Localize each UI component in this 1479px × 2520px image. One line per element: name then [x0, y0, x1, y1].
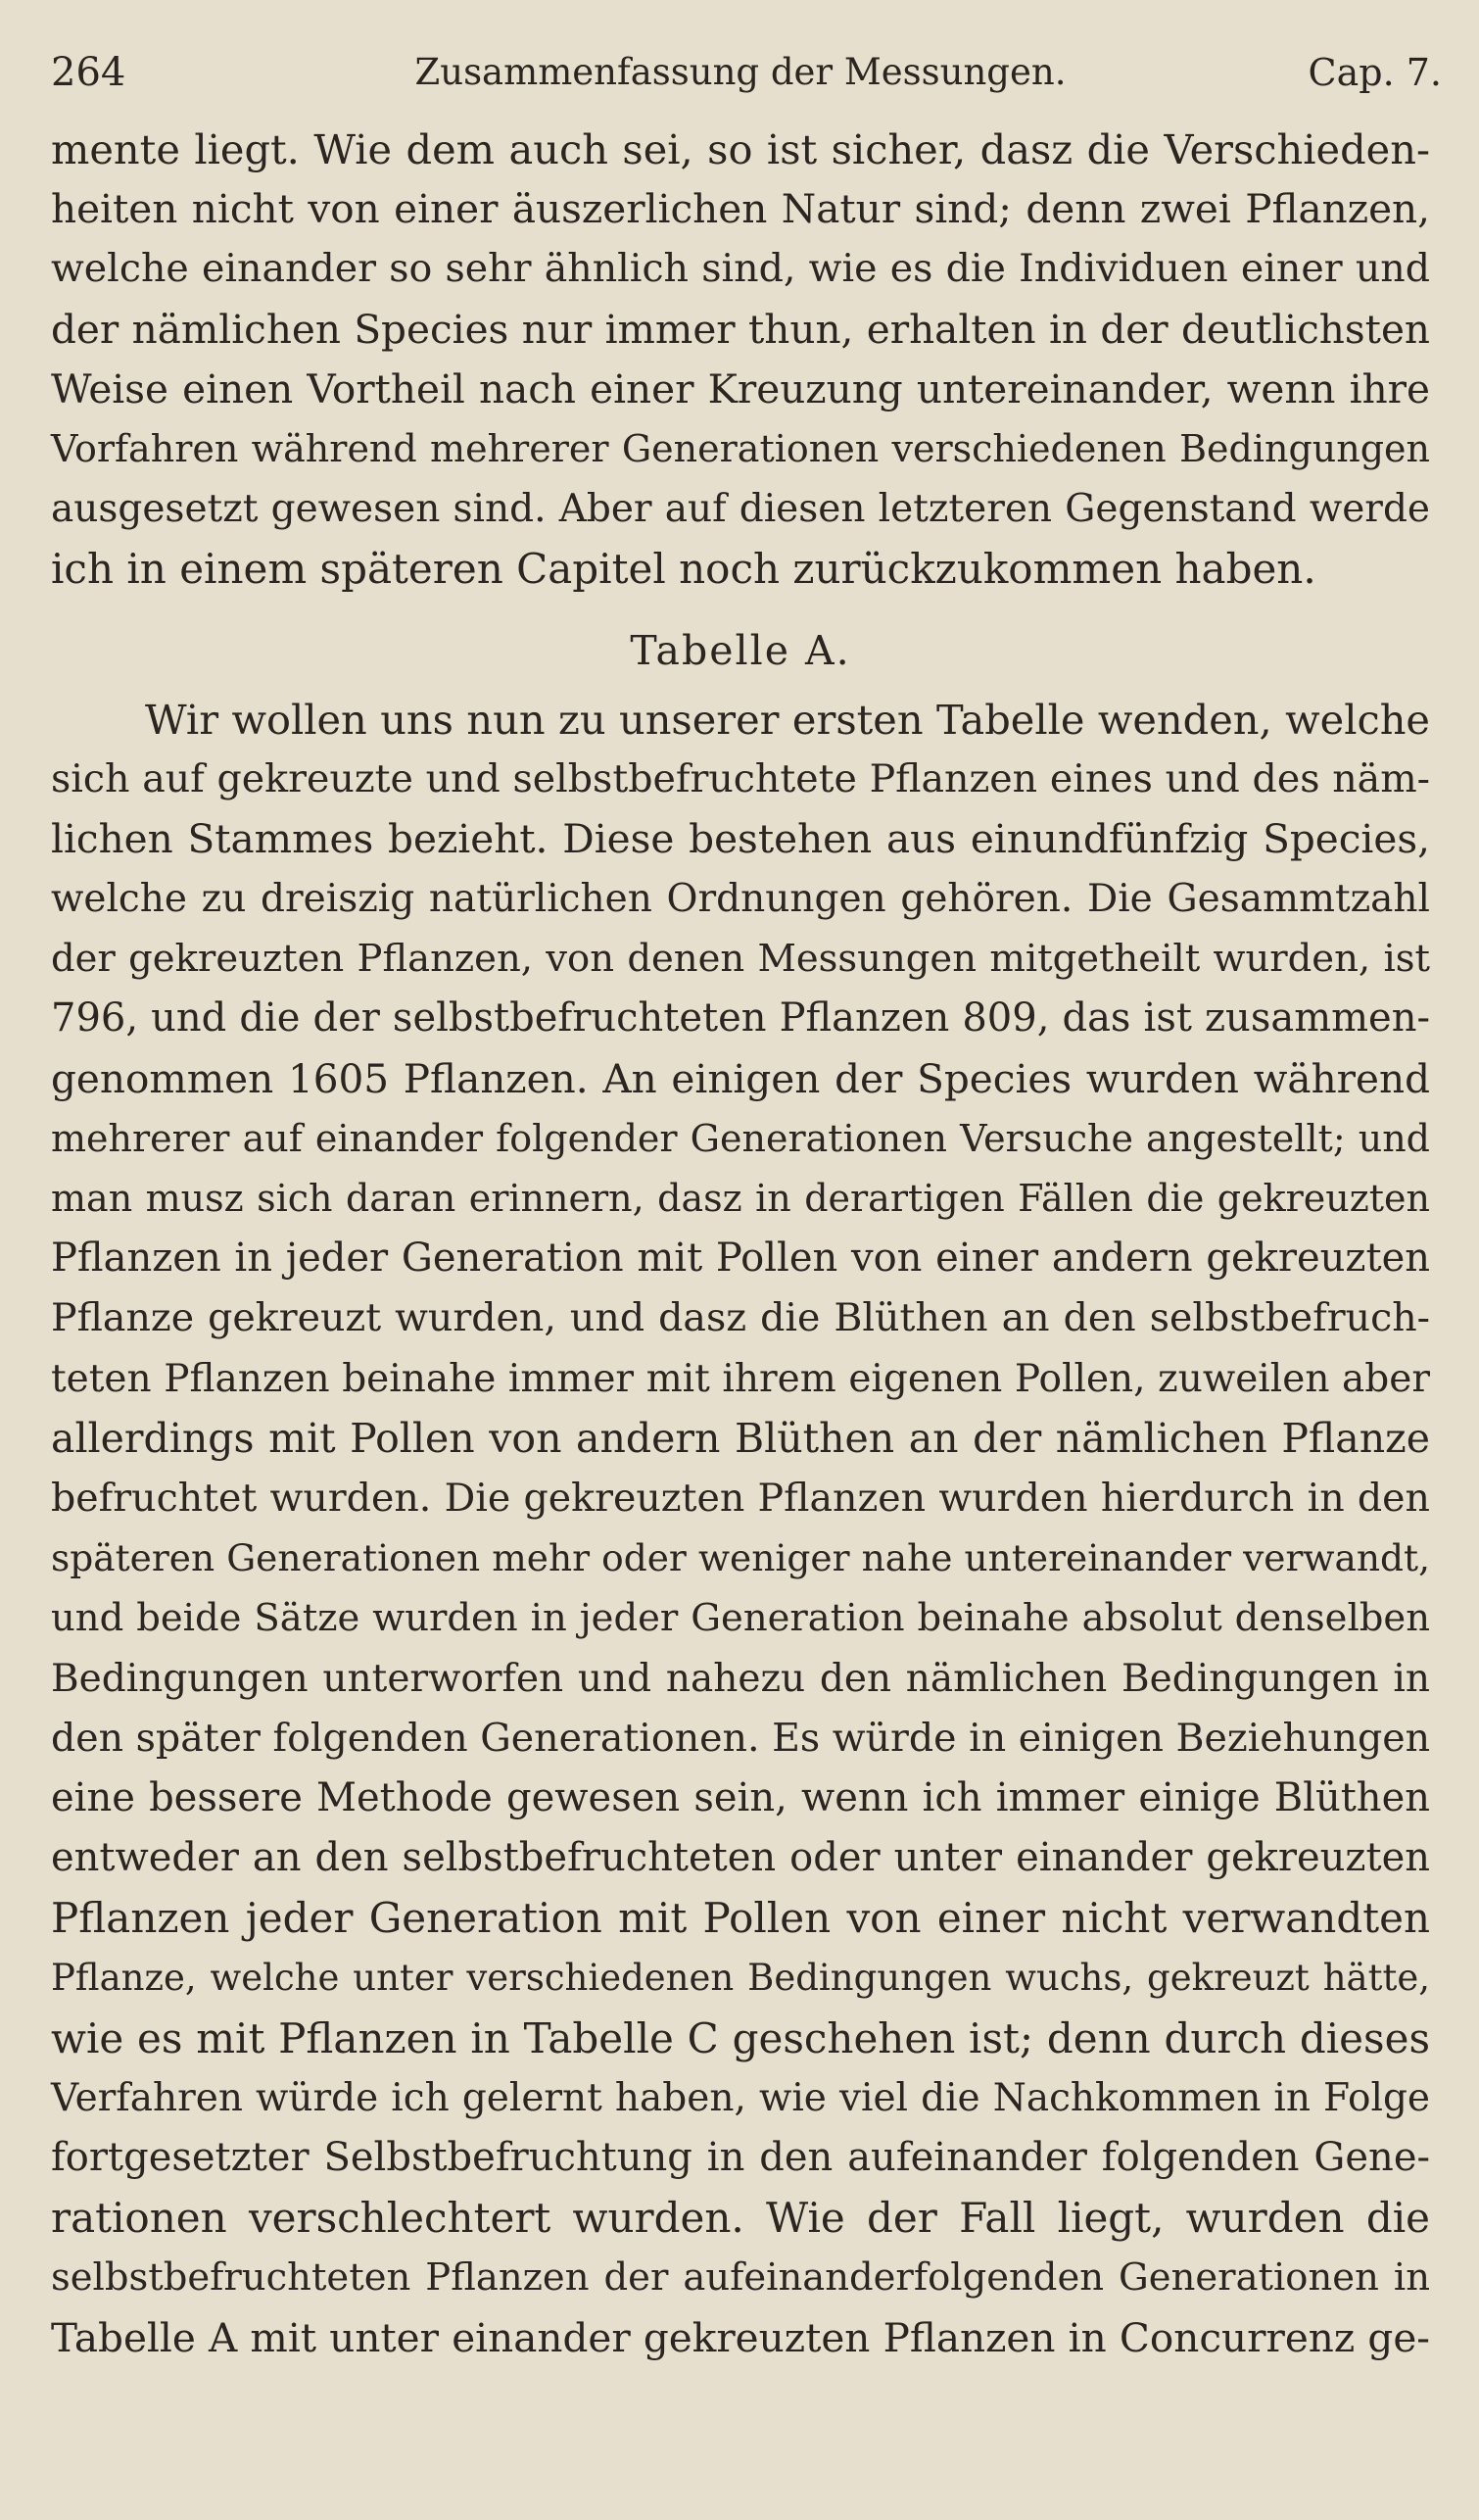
text-line: der gekreuzten Pflanzen, von denen Messungen mitgetheilt wurden, ist [51, 937, 1430, 982]
text-line: sich auf gekreuzte und selbstbefruchtete Pflanzen eines und des näm- [51, 755, 1430, 801]
text-line: den später folgenden Generationen. Es würde in einigen Beziehungen [51, 1715, 1431, 1761]
text-line: entweder an den selbstbefruchteten oder unter einander gekreuzten [51, 1835, 1430, 1881]
paragraph-tabelle-a [51, 690, 1430, 2368]
chapter-label: Cap. 7. [1308, 51, 1442, 94]
text-line: Weise einen Vortheil nach einer Kreuzung untereinander, wenn ihre [51, 364, 1430, 412]
text-line: allerdings mit Pollen von andern Blüthen an der nämlichen Pflanze [51, 1414, 1430, 1462]
paragraph-continued [51, 120, 1430, 600]
text-line: welche zu dreiszig natürlichen Ordnungen gehören. Die Gesammtzahl [51, 877, 1430, 922]
text-line: fortgesetzter Selbstbefruchtung in den aufeinander folgenden Gene- [51, 2135, 1430, 2180]
text-line: mehrerer auf einander folgender Generationen Versuche angestellt; und [51, 1116, 1430, 1160]
book-page [51, 43, 1442, 2368]
text-line: rationen verschlechtert wurden. Wie der Fall liegt, wurden die [51, 2194, 1430, 2243]
running-title: Zusammenfassung der Messungen. [414, 51, 1067, 93]
text-line: lichen Stammes bezieht. Diese bestehen aus einundfünfzig Species, [51, 814, 1430, 862]
text-line: Pflanze gekreuzt wurden, und dasz die Blüthen an den selbstbefruch- [51, 1295, 1430, 1341]
text-line: Tabelle A mit unter einander gekreuzten Pflanzen in Concurrenz ge- [51, 2313, 1430, 2361]
text-line: und beide Sätze wurden in jeder Generation beinahe absolut denselben [51, 1596, 1430, 1641]
text-line: befruchtet wurden. Die gekreuzten Pflanzen wurden hierdurch in den [51, 1475, 1430, 1521]
section-heading: Tabelle A. [630, 626, 851, 674]
text-line: teten Pflanzen beinahe immer mit ihrem eigenen Pollen, zuweilen aber [51, 1356, 1430, 1401]
text-line: eine bessere Methode gewesen sein, wenn ich immer einige Blüthen [51, 1774, 1430, 1820]
text-line: späteren Generationen mehr oder weniger nahe untereinander verwandt, [51, 1536, 1430, 1580]
text-line: 796, und die der selbstbefruchteten Pflanzen 809, das ist zusammen- [51, 995, 1430, 1042]
running-head [51, 43, 1442, 102]
text-line: man musz sich daran erinnern, dasz in derartigen Fällen die gekreuzten [51, 1177, 1430, 1220]
page-number: 264 [51, 50, 126, 95]
text-line: mente liegt. Wie dem auch sei, so ist sicher, dasz die Verschieden- [51, 125, 1430, 173]
text-line: ausgesetzt gewesen sind. Aber auf diesen letzteren Gegenstand werde [51, 487, 1430, 532]
text-line: Verfahren würde ich gelernt haben, wie viel die Nachkommen in Folge [51, 2075, 1430, 2120]
text-line: ich in einem späteren Capitel noch zurückzukommen haben. [51, 545, 1316, 594]
text-line: genommen 1605 Pflanzen. An einigen der Species wurden während [51, 1054, 1430, 1102]
text-line: Wir wollen uns nun zu unserer ersten Tabelle wenden, welche [145, 695, 1430, 744]
text-line: Bedingungen unterworfen und nahezu den nämlichen Bedingungen in [51, 1656, 1430, 1701]
text-line: der nämlichen Species nur immer thun, erhalten in der deutlichsten [51, 305, 1430, 353]
text-line: selbstbefruchteten Pflanzen der aufeinanderfolgenden Generationen in [51, 2255, 1430, 2301]
text-line: Pflanze, welche unter verschiedenen Bedingungen wuchs, gekreuzt hätte, [51, 1957, 1430, 2000]
text-line: wie es mit Pflanzen in Tabelle C geschehen ist; denn durch dieses [51, 2013, 1430, 2062]
text-line: Pflanzen in jeder Generation mit Pollen von einer andern gekreuzten [51, 1236, 1430, 1282]
text-line: welche einander so sehr ähnlich sind, wie es die Individuen einer und [51, 246, 1430, 292]
text-line: Pflanzen jeder Generation mit Pollen von einer nicht verwandten [51, 1894, 1430, 1943]
text-line: Vorfahren während mehrerer Generationen verschiedenen Bedingungen [51, 426, 1430, 470]
text-line: heiten nicht von einer äuszerlichen Natur sind; denn zwei Pflanzen, [51, 185, 1430, 233]
